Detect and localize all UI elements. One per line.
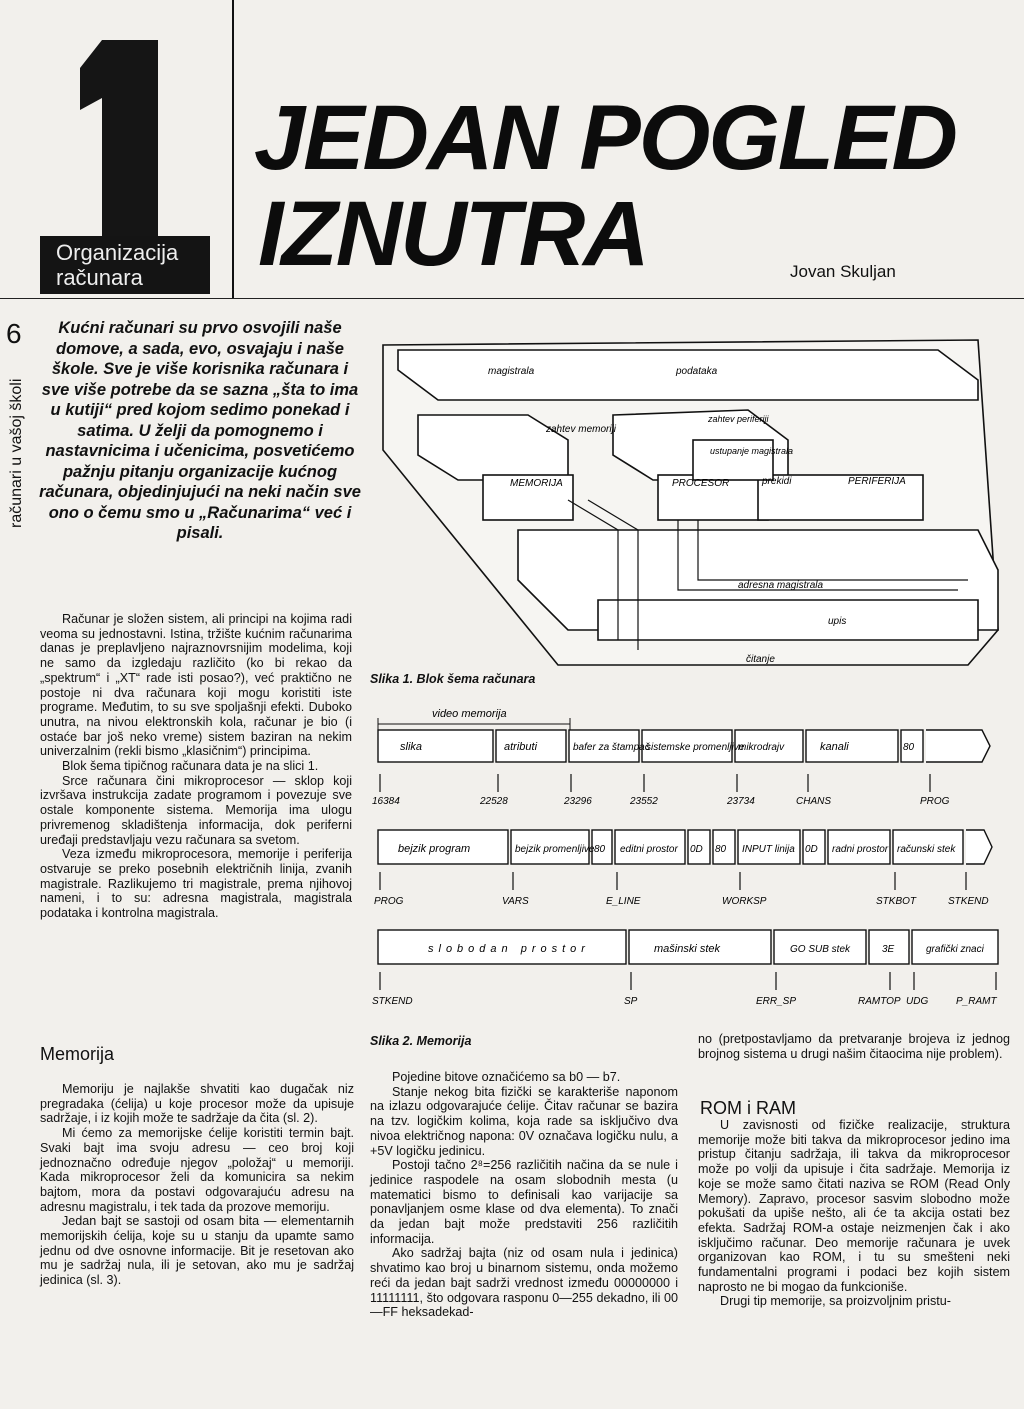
paragraph: Srce računara čini mikroprocesor — sklop koji izvršava instrukcija zadate programom i povezuje sve ostale komponente sistema. Memorija ima ulogu privremenog skladištenja informacija, dok periferni uređaji predstavljaju vezu računara sa svetom. bbox=[40, 773, 352, 847]
fig1-label-periferija: PERIFERIJA bbox=[848, 476, 906, 487]
fig1-label-adresna: adresna magistrala bbox=[738, 580, 824, 591]
section-tag-line2: računara bbox=[56, 265, 143, 290]
side-label bbox=[4, 358, 30, 548]
fig2-row1-text: atributi bbox=[504, 741, 538, 753]
intro-column bbox=[40, 612, 352, 921]
fig1-label-ustupanje: ustupanje magistrala bbox=[710, 446, 794, 456]
fig1-label-zahtev-memoriji: zahtev memoriji bbox=[546, 424, 617, 435]
fig2-row2-text: 0D bbox=[690, 844, 703, 855]
paragraph: Memoriju je najlakše shvatiti kao dugačak niz pregradaka (ćelija) u koje procesor može da upisuje sadržaje, i iz kojih može te sadržaje da čita (sl. 2). bbox=[40, 1082, 354, 1126]
paragraph: Pojedine bitove označićemo sa b0 — b7. bbox=[392, 1070, 621, 1084]
fig2-row3-mark: STKEND bbox=[372, 996, 413, 1007]
fig2-row2-text: računski stek bbox=[897, 844, 956, 855]
fig2-row3-text: grafički znaci bbox=[926, 944, 984, 955]
memorija-heading: Memorija bbox=[40, 1044, 115, 1064]
fig2-row1-cell bbox=[378, 730, 493, 762]
fig2-row1-mark: 23296 bbox=[564, 796, 592, 807]
memorija-column bbox=[40, 1082, 354, 1288]
fig2-row1-end bbox=[926, 730, 990, 762]
fig2-row1-mark: 23552 bbox=[630, 796, 658, 807]
fig2-row2-mark: E_LINE bbox=[606, 896, 641, 907]
fig2-row2-text: 0D bbox=[805, 844, 818, 855]
fig1-label-procesor: PROCESOR bbox=[672, 478, 730, 489]
title-line1: JEDAN POGLED bbox=[254, 87, 956, 189]
title-line2: IZNUTRA bbox=[258, 183, 648, 285]
fig2-row2-mark: PROG bbox=[374, 896, 404, 907]
page-number: 6 bbox=[6, 318, 22, 349]
fig2-row1-text: slika bbox=[400, 741, 423, 753]
paragraph: Ako sadržaj bajta (niz od osam nula i jedinica) shvatimo kao broj u binarnom sistemu, onda možemo reći da jedan bajt sadrži vrednost između 00000000 i 11111111, što odgovara rasponu 0—255 dekadno, ili 00—FF heksadekad- bbox=[370, 1246, 678, 1320]
fig2-row1-text: kanali bbox=[820, 741, 849, 753]
header-rule bbox=[0, 298, 1024, 299]
fig2-row3-mark: RAMTOP bbox=[858, 996, 901, 1007]
fig2-row1-mark: CHANS bbox=[796, 796, 832, 807]
paragraph: Računar je složen sistem, ali principi na kojima radi veoma su jednostavni. Istina, tržište kućnim računarima danas je preplavljeno najraznovrsnijim modelima, koji ne samo da izgledaju različito (ko bi rekao da „spektrum“ i „XT“ rade isti posao?), već praktično ne postoje ni dva računara koji mogu koristiti iste programe. Međutim, to su sve spoljašnji efekti. Duboko unutra, na nivou elektronskih kola, računar je bio (i ostaće bar još neko vreme) sistem baziran na nekim univerzalnim (rekli bismo „klasičnim“) principima. bbox=[40, 612, 352, 759]
paragraph: no (pretpostavljamo da pretvaranje brojeva iz jednog brojnog sistema u drugi našim čitaocima nije problem). bbox=[698, 1032, 1010, 1061]
fig1-label-citanje: čitanje bbox=[746, 654, 775, 665]
fig2-row2-mark: WORKSP bbox=[722, 896, 767, 907]
fig1-label-zahtev-periferiji: zahtev periferiji bbox=[708, 414, 769, 424]
fig2-row1-text: bafer za štampač bbox=[573, 742, 650, 753]
fig2-row3-mark: SP bbox=[624, 996, 638, 1007]
fig2-video-label: video memorija bbox=[432, 708, 507, 720]
paragraph: Blok šema tipičnog računara data je na slici 1. bbox=[62, 759, 319, 774]
fig2-row1-mark: 16384 bbox=[372, 796, 400, 807]
fig2-row2-mark: STKEND bbox=[948, 896, 989, 907]
fig1-label-memorija: MEMORIJA bbox=[510, 478, 563, 489]
paragraph: Veza između mikroprocesora, memorije i periferija ostvaruje se preko posebnih električnih linija, zvanih magistrale. Razlikujemo tri magistrale, prema njihovoj nameni, i to su: adresna magistrala, magistrala podataka i kontrolna magistrala. bbox=[40, 847, 352, 921]
fig1-label-upis: upis bbox=[828, 616, 847, 627]
figure2-caption: Slika 2. Memorija bbox=[370, 1034, 472, 1048]
rom-heading: ROM i RAM bbox=[700, 1098, 796, 1118]
fig2-row3-text: 3E bbox=[882, 944, 895, 955]
fig2-row1-text: mikrodrajv bbox=[738, 742, 785, 753]
figure1-caption: Slika 1. Blok šema računara bbox=[370, 672, 536, 686]
fig2-row2-text: bejzik program bbox=[398, 843, 471, 855]
fig1-label-podataka: podataka bbox=[676, 366, 718, 377]
author: Jovan Skuljan bbox=[790, 262, 896, 281]
fig1-label-magistrala: magistrala bbox=[488, 366, 535, 377]
paragraph: Drugi tip memorije, sa proizvoljnim pristu- bbox=[720, 1294, 951, 1309]
section-tag bbox=[40, 236, 210, 294]
fig2-row3-mark: ERR_SP bbox=[756, 996, 797, 1007]
fig2-row2-text: 80 bbox=[594, 844, 606, 855]
paragraph: Jedan bajt se sastoji od osam bita — elementarnih memorijskih ćelija, koje su u stanju da upamte samo jednu od dve osnovne informacije. Bit je resetovan ako mu je sadržaj nula, ili je setovan, ako mu je sadržaj jedinica (sl. 3). bbox=[40, 1214, 354, 1288]
fig2-row2-text: editni prostor bbox=[620, 844, 678, 855]
fig2-row2-text: bejzik promenljive bbox=[515, 844, 595, 855]
fig2-row2-end bbox=[966, 830, 992, 864]
paragraph: Mi ćemo za memorijske ćelije koristiti termin bajt. Svaki bajt ima svoju adresu — ceo broj koji jednoznačno određuje njegov „položaj“ u memoriji. Kada mikroprocesor želi da komunicira sa nekim bajtom, mora da postavi odgovarajuću adresu na adresnu magistralu, i tek tada da prozove memoriju. bbox=[40, 1126, 354, 1214]
fig2-row3-mark: P_RAMT bbox=[956, 996, 997, 1007]
header-divider bbox=[232, 0, 234, 298]
fig2-row3-text: GO SUB stek bbox=[790, 944, 851, 955]
fig2-row1-text: sistemske promenljive bbox=[646, 742, 745, 753]
section-tag-line1: Organizacija bbox=[56, 240, 179, 265]
figure2-memory-map bbox=[370, 700, 1010, 1030]
fig2-row1-mark: PROG bbox=[920, 796, 950, 807]
rom-column bbox=[698, 1118, 1010, 1309]
fig2-row2-text: radni prostor bbox=[832, 844, 889, 855]
paragraph: Postoji tačno 2⁸=256 različitih načina da se nule i jedinice raspodele na osam slobodnih mesta (u matematici bismo to definisali kao varijacije sa ponavljanjem osme klase od dva elementa). To znači da jedan bajt može predstaviti 256 različitih informacija. bbox=[370, 1158, 678, 1246]
fig2-row1-mark: 23734 bbox=[727, 796, 755, 807]
fig2-row1-mark: 22528 bbox=[480, 796, 508, 807]
paragraph: Stanje nekog bita fizički se karakteriše naponom na izlazu odgovarajuće ćelije. Čitav računar se bazira na tzv. logičkim kolima, koja rade sa isključivo dva nivoa električnog napona: 0V označava logičku nulu, a +5V logičku jedinicu. bbox=[370, 1084, 678, 1158]
paragraph: U zavisnosti od fizičke realizacije, struktura memorije može biti takva da mikroprocesor jedino ima pristup čitanju sadržaja, ili takva da mikroprocesor može po volji da upisuje i čita sadržaje. Memorija iz koje se može samo čitati naziva se ROM (Read Only Memory). Zapravo, procesor sasvim slobodno može pokušati da upiše nešto, ali će ta akcija ostati bez efekta. Sadržaj ROM-a ostaje neizmenjen čak i ako isključimo računar. Deo memorije računara je uvek organizovan kao ROM, i tu su smešteni neki fundamentalni programi i podaci bez kojih sistem naprosto ne bi mogao da funkcioniše. bbox=[698, 1118, 1010, 1294]
fig2-row1-text: 80 bbox=[903, 742, 915, 753]
middle-column bbox=[370, 1070, 678, 1320]
fig2-row3-mark: UDG bbox=[906, 996, 929, 1007]
fig1-label-prekidi: prekidi bbox=[762, 476, 792, 487]
fig2-row2-text: 80 bbox=[715, 844, 727, 855]
side-label-text: računari u vašoj školi bbox=[8, 378, 25, 528]
lead-paragraph: Kućni računari su prvo osvojili naše domove, a sada, evo, osvajaju i naše škole. Sve je više korisnika računara i sve više potrebe da se sazna „šta to ima u kutiji“ pred kojom sedimo ponekad i satima. U želji da pomognemo i nastavnicima i učenicima, posvetićemo pažnju pitanju organizacije kućnog računara, objedinjujući na neki način sve ono o čemu smo u „Računarima“ već i pisali. bbox=[39, 319, 361, 542]
fig2-row3-text: slobodan prostor bbox=[428, 943, 590, 955]
fig2-row2-mark: VARS bbox=[502, 896, 529, 907]
fig2-row3-text: mašinski stek bbox=[654, 943, 721, 955]
figure1-block-diagram bbox=[378, 330, 1008, 670]
right-column bbox=[698, 1032, 1010, 1061]
fig2-row2-text: INPUT linija bbox=[742, 844, 795, 855]
fig2-row2-mark: STKBOT bbox=[876, 896, 917, 907]
